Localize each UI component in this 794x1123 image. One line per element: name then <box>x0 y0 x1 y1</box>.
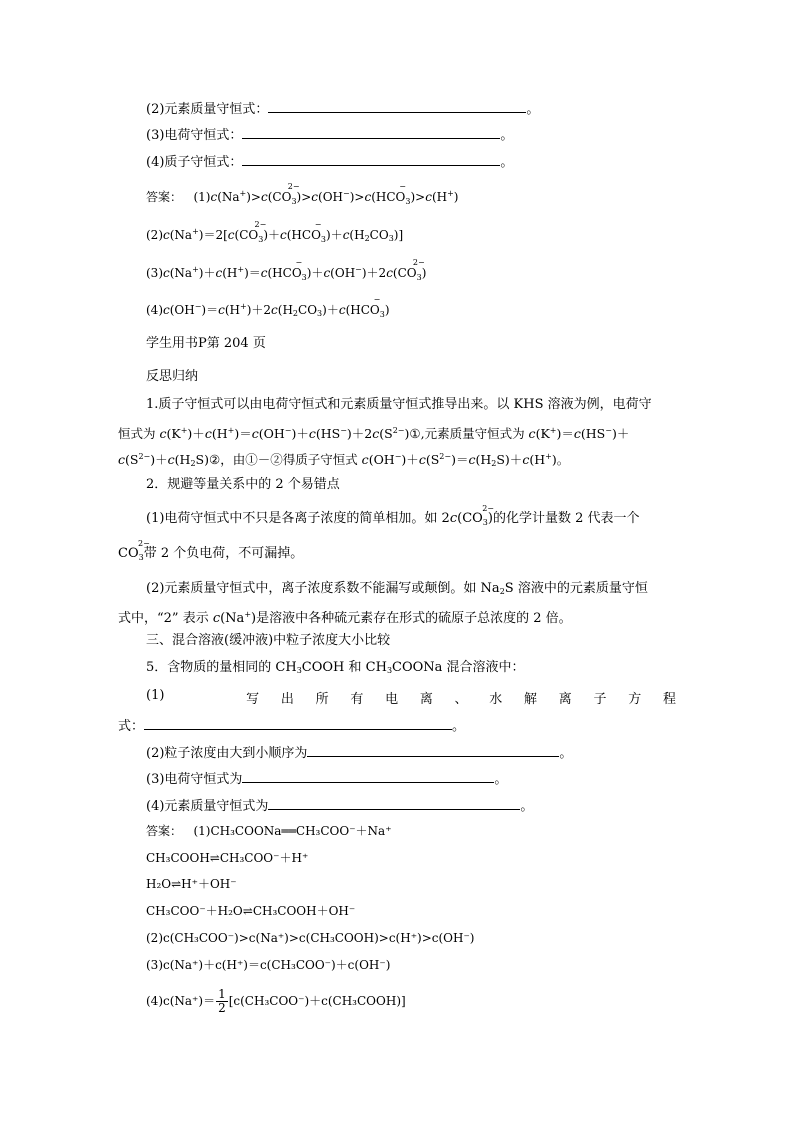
answer-1-formula: (1)c(Na+)>c(CO 2− $_3$)>c(OH−)>c(HCO − $_3$)>c(H+) <box>193 182 459 206</box>
answer-blank[interactable] <box>268 98 526 113</box>
answer-blank[interactable] <box>144 715 452 730</box>
answer-5-2-line: (2)c(CH₃COO⁻)>c(Na⁺)>c(CH₃COOH)>c(H⁺)>c(OH⁻) <box>146 931 475 945</box>
answer-blank[interactable] <box>242 151 500 166</box>
answer-3-line: (3)c(Na+)＋c(H+)＝c(HCO − $_3$)＋c(OH−)＋2c(CO 2− $_3$) <box>146 258 427 282</box>
answer-label: 答案： <box>146 190 183 204</box>
section-3-title: 三、混合溶液(缓冲液)中粒子浓度大小比较 <box>146 633 391 648</box>
reflection-p1-line3: $c(S^{2-})+c(H_2S)②$，由①－②得质子守恒式 $c(OH^-)+c(S^{2-})=c(H_2S)+c(H^+)$。 <box>118 452 570 468</box>
question-5-3-line: (3)电荷守恒式为 。 <box>146 768 507 789</box>
period: 。 <box>500 128 514 143</box>
answer-blank[interactable] <box>242 124 500 139</box>
answer-5-1-line4: CH₃COO⁻＋H₂O⇌CH₃COOH＋OH⁻ <box>146 904 356 918</box>
reflection-p3-line2: CO 2− $_3$带 2 个负电荷，不可漏掉。 <box>118 539 304 562</box>
period: 。 <box>500 155 514 170</box>
answer-blank[interactable] <box>268 795 520 810</box>
question-5-2-line: (2)粒子浓度由大到小顺序为 。 <box>146 742 572 763</box>
answer-2-line: (2)c(Na+)＝2[c(CO 2− $_3$)＋c(HCO − $_3)+c(H_2CO_3)$] <box>146 220 404 244</box>
answer-5-4-line: (4)c(Na⁺)＝ $\frac{1}{2}$ [c(CH₃COO⁻)＋c(CH₃COOH)] <box>146 987 406 1015</box>
question-3-text: (3)电荷守恒式： <box>146 128 243 143</box>
answer-5-1-line1: 答案： (1)CH₃COONa══CH₃COO⁻＋Na⁺ <box>146 824 392 838</box>
reflection-p4-line1: (2)元素质量守恒式中，离子浓度系数不能漏写或颠倒。如 $Na_2S$ 溶液中的元素质量守恒 <box>146 581 648 596</box>
reflection-p4-line2: 式中，“2” 表示 c(Na+)是溶液中各种硫元素存在形式的硫原子总浓度的 2 倍。 <box>118 610 572 626</box>
question-5-1-line2: 式： 。 <box>118 715 465 736</box>
reflection-p1-line2: 恒式为 $c(K^+)+c(H^+)=c(OH^-)+c(HS^-)+2c(S^{2-})①$,元素质量守恒式为 c(K+)＝c(HS−)＋ <box>118 426 630 441</box>
question-2-line <box>146 98 539 119</box>
question-2-text: (2)元素质量守恒式： <box>146 102 269 117</box>
question-5-1-spread-line: (1) 写 出 所 有 电 离 、 水 解 离 子 方 程 <box>146 688 676 707</box>
question-4-line <box>146 151 513 172</box>
reflection-p2: 2．规避等量关系中的 2 个易错点 <box>146 477 340 492</box>
fraction-one-half: $\frac{1}{2}$ <box>218 987 226 1015</box>
question-4-text: (4)质子守恒式： <box>146 155 243 170</box>
answer-5-1-line2: CH₃COOH⇌CH₃COO⁻＋H⁺ <box>146 851 309 865</box>
page-reference: 学生用书P第 204 页 <box>146 336 266 351</box>
reflection-title: 反思归纳 <box>146 369 199 384</box>
answer-4-line: $(4)c(OH^-)=c(H^+)+2c(H_2CO_3)+c(HCO$ − $_3$) <box>146 295 390 319</box>
question-3-line <box>146 124 513 145</box>
answer-5-1-line3: H₂O⇌H⁺＋OH⁻ <box>146 877 237 891</box>
reflection-p1-line1: 1.质子守恒式可以由电荷守恒式和元素质量守恒式推导出来。以 KHS 溶液为例，电荷守 <box>146 397 652 412</box>
period: 。 <box>526 102 540 117</box>
answer-1-line <box>146 182 459 211</box>
question-5-4-line: (4)元素质量守恒式为 。 <box>146 795 533 816</box>
answer-5-3-line: (3)c(Na⁺)＋c(H⁺)＝c(CH₃COO⁻)＋c(OH⁻) <box>146 958 391 972</box>
answer-blank[interactable] <box>307 742 559 757</box>
answer-blank[interactable] <box>242 768 494 783</box>
reflection-p3-line1: (1)电荷守恒式中不只是各离子浓度的简单相加。如 2c(CO 2− $_3$)的化学计量数 2 代表一个 <box>146 504 640 527</box>
question-5-stem: 5．含物质的量相同的 $CH_3COOH$ 和 $CH_3COONa$ 混合溶液中： <box>146 660 525 675</box>
